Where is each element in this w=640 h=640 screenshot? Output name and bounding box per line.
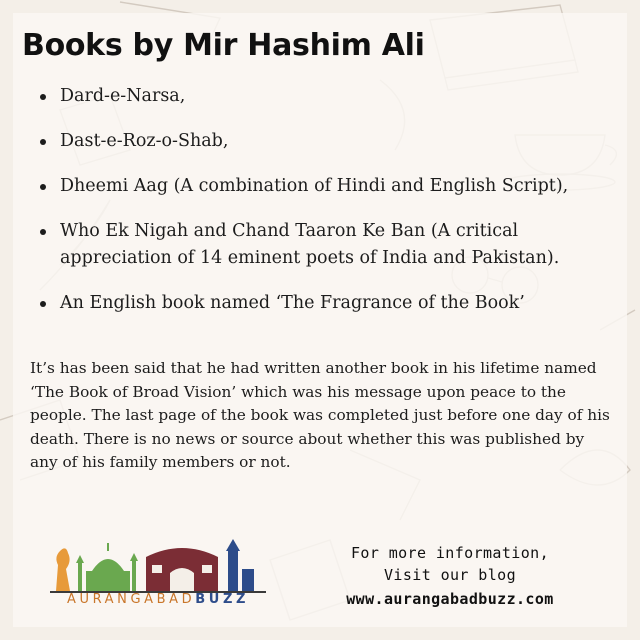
list-item: Dard-e-Narsa, — [36, 83, 626, 110]
page-title: Books by Mir Hashim Ali — [22, 28, 425, 63]
list-item: An English book named ‘The Fragrance of the Book’ — [36, 290, 626, 317]
cta-block — [310, 542, 590, 610]
monument-skyline-icon — [46, 535, 270, 593]
logo-word-buzz: BUZZ — [195, 592, 250, 607]
cta-line-1: For more information, — [350, 544, 550, 562]
cta-line-2: Visit our blog — [383, 566, 517, 584]
body-paragraph: It’s has been said that he had written another book in his lifetime named ‘The Book of Broad Vision’ which was his message upon peace to the people. The last page of the book was completed just before one day of his death. There is no news or source about whether this was published by any of his family members or not. — [30, 359, 610, 471]
list-item: Dheemi Aag (A combination of Hindi and English Script), — [36, 173, 626, 200]
logo-wordmark — [46, 592, 270, 607]
blog-url-link[interactable]: www.aurangabadbuzz.com — [346, 590, 554, 608]
list-item: Dast-e-Roz-o-Shab, — [36, 128, 626, 155]
aurangabad-buzz-logo — [46, 535, 270, 610]
book-list — [36, 83, 626, 317]
list-item: Who Ek Nigah and Chand Taaron Ke Ban (A critical appreciation of 14 eminent poets of India and Pakistan). — [36, 218, 626, 272]
logo-word-aurangabad: AURANGABAD — [66, 592, 196, 607]
